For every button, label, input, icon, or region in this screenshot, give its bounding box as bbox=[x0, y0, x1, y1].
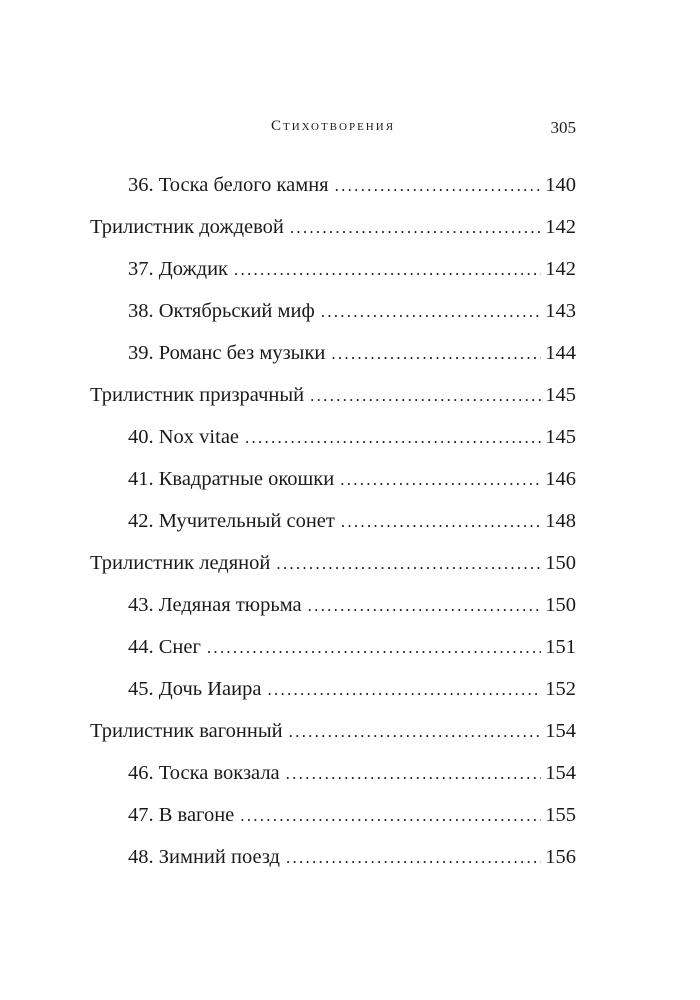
toc-poem-entry bbox=[90, 296, 576, 338]
toc-entry-title: 39. Романс без музыки bbox=[128, 342, 326, 364]
dot-leader bbox=[286, 759, 542, 789]
toc-entry-page: 148 bbox=[545, 510, 576, 532]
toc-poem-entry bbox=[90, 590, 576, 632]
dot-leader bbox=[340, 465, 541, 495]
dot-leader bbox=[290, 213, 541, 243]
dot-leader bbox=[245, 423, 541, 453]
toc-entry-page: 155 bbox=[545, 804, 576, 826]
toc-poem-entry bbox=[90, 170, 576, 212]
toc-entry-title: 43. Ледяная тюрьма bbox=[128, 594, 302, 616]
toc-entry-title: Трилистник вагонный bbox=[90, 720, 283, 742]
toc-entry-title: 47. В вагоне bbox=[128, 804, 235, 826]
dot-leader bbox=[240, 801, 541, 831]
toc-poem-entry bbox=[90, 842, 576, 884]
toc-poem-entry bbox=[90, 422, 576, 464]
toc-entry-title: 46. Тоска вокзала bbox=[128, 762, 280, 784]
dot-leader bbox=[289, 717, 542, 747]
dot-leader bbox=[267, 675, 541, 705]
dot-leader bbox=[234, 255, 541, 285]
dot-leader bbox=[331, 339, 541, 369]
toc-entry-page: 144 bbox=[545, 342, 576, 364]
toc-entry-page: 154 bbox=[545, 720, 576, 742]
toc-entry-title: Трилистник дождевой bbox=[90, 216, 284, 238]
running-title: Стихотворения bbox=[270, 118, 396, 134]
dot-leader bbox=[308, 591, 542, 621]
toc-entry-title: 48. Зимний поезд bbox=[128, 846, 280, 868]
toc-entry-page: 156 bbox=[545, 846, 576, 868]
dot-leader bbox=[335, 171, 542, 201]
toc-entry-page: 140 bbox=[545, 174, 576, 196]
toc-poem-entry bbox=[90, 254, 576, 296]
toc-entry-page: 143 bbox=[545, 300, 576, 322]
toc-poem-entry bbox=[90, 338, 576, 380]
toc-entry-page: 146 bbox=[545, 468, 576, 490]
toc-entry-title: 38. Октябрьский миф bbox=[128, 300, 315, 322]
toc-entry-page: 152 bbox=[545, 678, 576, 700]
toc-entry-page: 142 bbox=[545, 216, 576, 238]
toc-entry-title: 40. Nox vitae bbox=[128, 426, 240, 448]
toc-poem-entry bbox=[90, 800, 576, 842]
toc-poem-entry bbox=[90, 464, 576, 506]
dot-leader bbox=[341, 507, 541, 537]
toc-section-entry bbox=[90, 212, 576, 254]
toc-section-entry bbox=[90, 380, 576, 422]
dot-leader bbox=[207, 633, 541, 663]
toc-poem-entry bbox=[90, 758, 576, 800]
toc-entry-title: Трилистник призрачный bbox=[90, 384, 305, 406]
toc-entry-title: Трилистник ледяной bbox=[90, 552, 271, 574]
dot-leader bbox=[276, 549, 541, 579]
toc-entry-title: 45. Дочь Иаира bbox=[128, 678, 262, 700]
table-of-contents bbox=[90, 170, 576, 884]
toc-section-entry bbox=[90, 548, 576, 590]
toc-entry-title: 42. Мучительный сонет bbox=[128, 510, 335, 532]
toc-section-entry bbox=[90, 716, 576, 758]
toc-entry-page: 150 bbox=[545, 594, 576, 616]
toc-entry-page: 145 bbox=[545, 426, 576, 448]
page-header bbox=[90, 118, 576, 142]
toc-entry-page: 151 bbox=[545, 636, 576, 658]
page-number: 305 bbox=[550, 118, 576, 137]
toc-entry-title: 44. Снег bbox=[128, 636, 201, 658]
dot-leader bbox=[286, 843, 541, 873]
toc-poem-entry bbox=[90, 674, 576, 716]
dot-leader bbox=[321, 297, 542, 327]
toc-entry-title: 36. Тоска белого камня bbox=[128, 174, 329, 196]
toc-poem-entry bbox=[90, 506, 576, 548]
toc-entry-title: 41. Квадратные окошки bbox=[128, 468, 335, 490]
toc-entry-page: 145 bbox=[545, 384, 576, 406]
toc-entry-page: 142 bbox=[545, 258, 576, 280]
toc-entry-title: 37. Дождик bbox=[128, 258, 228, 280]
toc-entry-page: 154 bbox=[545, 762, 576, 784]
dot-leader bbox=[310, 381, 541, 411]
toc-poem-entry bbox=[90, 632, 576, 674]
toc-entry-page: 150 bbox=[545, 552, 576, 574]
